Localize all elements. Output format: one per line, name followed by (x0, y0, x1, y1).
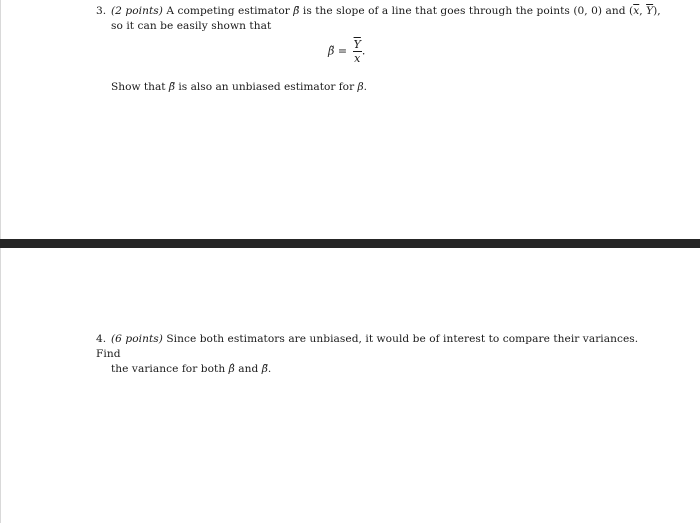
beta-tilde-symbol-2: β̃ (261, 363, 268, 375)
show-end: . (363, 81, 367, 93)
problem-3-number: 3. (96, 5, 107, 17)
page-left-border (0, 0, 1, 523)
y-bar-symbol: $\overline{Y}$ (646, 5, 654, 17)
problem-4-points: (6 points) (111, 333, 163, 345)
problem-3-line-1 (96, 4, 666, 19)
equation-numerator: $\overline{Y}$ (353, 38, 361, 51)
problem-4-and: and (234, 363, 262, 375)
x-bar-symbol: $\overline{x}$ (633, 5, 640, 17)
beta-tilde-symbol: β̃ (293, 5, 300, 17)
problem-4 (96, 332, 666, 377)
problem-4-number: 4. (96, 333, 107, 345)
show-suffix: is also an unbiased estimator for (175, 81, 358, 93)
problem-3-text-b: is the slope of a line that goes through the points (0, 0) and ( (299, 5, 634, 17)
beta-hat-symbol: β̂ (228, 363, 235, 375)
problem-3 (96, 4, 666, 34)
equation-fraction (353, 38, 362, 65)
problem-3-text-c: ), (653, 5, 661, 17)
estimator-equation (328, 38, 365, 65)
problem-3-points: (2 points) (111, 5, 163, 17)
problem-4-text-a: Since both estimators are unbiased, it would be of interest to compare their variances. Find (96, 333, 639, 360)
show-beta-tilde-symbol: β̃ (168, 81, 176, 93)
problem-4-line-2 (96, 362, 666, 377)
page-divider (0, 239, 700, 248)
problem-3-line-2: so it can be easily shown that (111, 20, 272, 32)
problem-4-end: . (267, 363, 272, 375)
show-prefix: Show that (111, 81, 169, 93)
equation-lhs: β̃ = (328, 44, 351, 58)
show-beta-symbol: β (357, 81, 364, 93)
problem-3-comma: , (639, 5, 647, 17)
problem-3-text-a: A competing estimator (162, 5, 294, 17)
problem-4-line-2-text: the variance for both (111, 363, 229, 375)
equation-denominator: x (354, 52, 361, 65)
equation-period: . (361, 44, 366, 58)
problem-3-task (111, 80, 367, 95)
problem-4-line-1 (96, 332, 666, 362)
